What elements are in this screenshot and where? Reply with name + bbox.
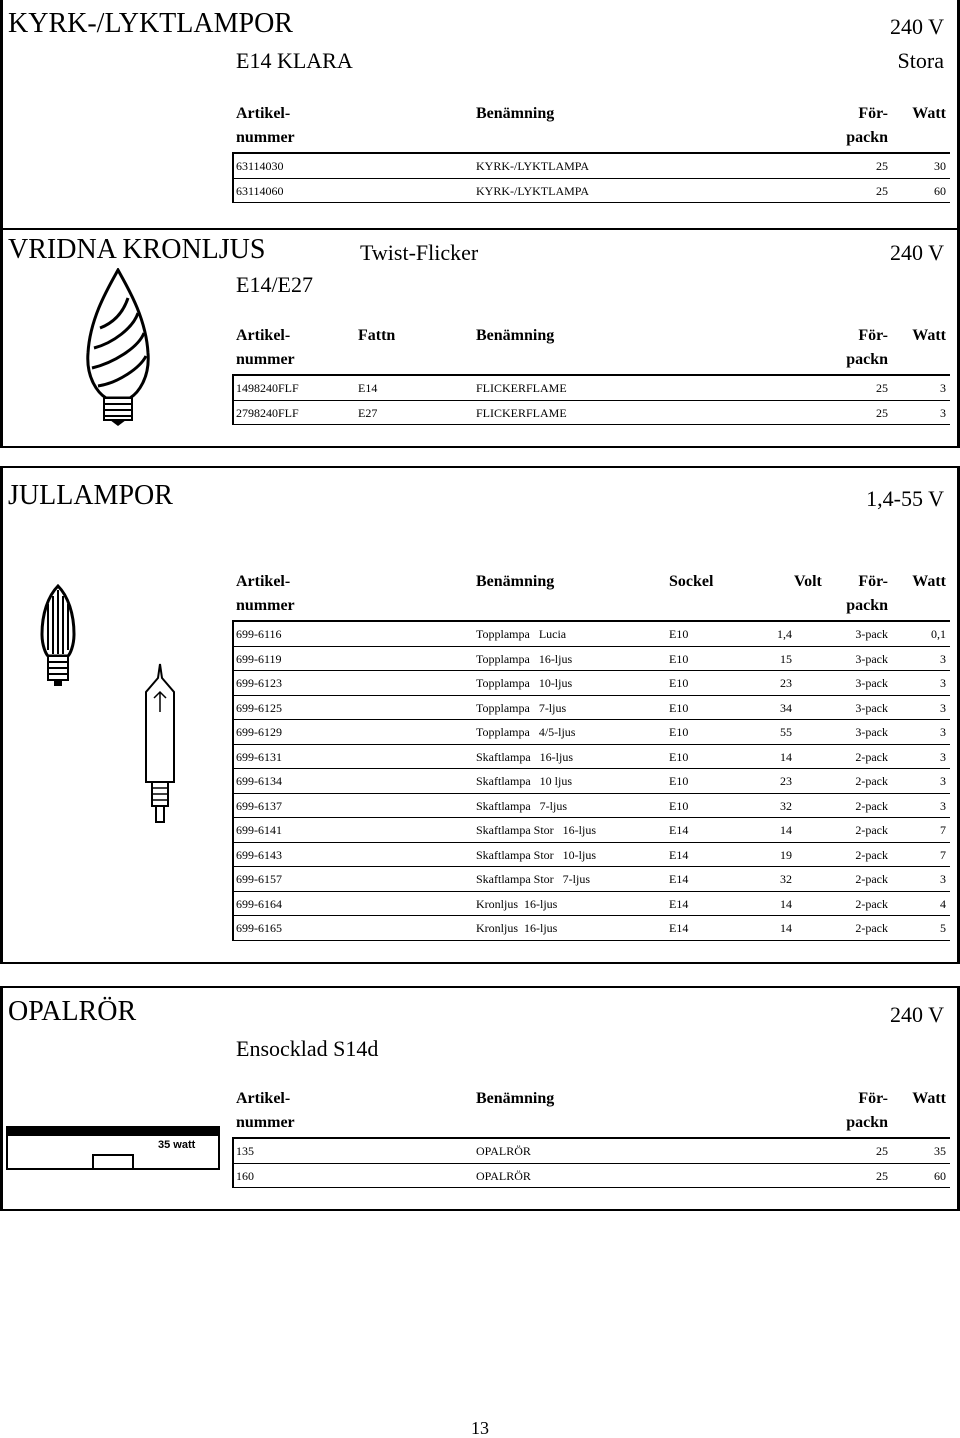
section-socket: E14/E27: [236, 272, 313, 297]
col-name: Benämning: [476, 573, 555, 590]
cell-watt: 0,1: [931, 627, 946, 641]
table-header: [232, 1090, 950, 1139]
section-type: Twist-Flicker: [360, 240, 479, 265]
cell-name: Skaftlampa Stor 10-ljus: [476, 847, 596, 862]
cell-volt: 1,4: [777, 627, 792, 641]
cell-sockel: E10: [669, 676, 689, 690]
table-row: [232, 671, 950, 696]
cell-watt: 3: [940, 798, 946, 813]
cell-art: 699-6119: [236, 651, 282, 666]
cell-pack: 2-pack: [855, 847, 888, 862]
cell-art: 699-6125: [236, 700, 282, 715]
cell-name: Skaftlampa Stor 16-ljus: [476, 823, 596, 837]
cell-watt: 7: [940, 823, 946, 837]
cell-name: KYRK-/LYKTLAMPA: [476, 183, 590, 198]
cell-pack: 25: [876, 159, 888, 173]
section-voltage: 240 V: [890, 240, 944, 265]
col-name: Benämning: [476, 327, 555, 344]
product-table: [232, 327, 950, 425]
col-pack-2: packn: [846, 129, 888, 146]
twist-candle-bulb-icon: [78, 268, 158, 428]
cell-watt: 7: [940, 847, 946, 862]
table-row: [232, 769, 950, 794]
cell-name: KYRK-/LYKTLAMPA: [476, 159, 590, 173]
cell-sockel: E14: [669, 921, 689, 935]
col-pack: För-: [858, 327, 888, 344]
col-watt: Watt: [912, 1090, 946, 1107]
cell-sockel: E10: [669, 651, 689, 666]
cell-volt: 14: [780, 823, 792, 837]
cell-volt: 14: [780, 749, 792, 764]
col-art-2: nummer: [236, 597, 295, 614]
cell-sockel: E10: [669, 725, 689, 739]
table-row: [232, 1139, 950, 1164]
col-pack: För-: [858, 1090, 888, 1107]
cell-volt: 32: [780, 872, 792, 886]
table-left-border: [232, 622, 234, 940]
cell-watt: 3: [940, 381, 946, 395]
cell-volt: 34: [780, 700, 792, 715]
col-pack-2: packn: [846, 1114, 888, 1131]
table-body: [232, 622, 950, 941]
table-row: [232, 154, 950, 179]
col-art: Artikel-: [236, 105, 291, 122]
section-title: JULLAMPOR: [8, 480, 173, 511]
section-subtitle: E14 KLARA: [236, 48, 353, 73]
cell-sockel: E10: [669, 798, 689, 813]
cell-pack: 2-pack: [855, 774, 888, 788]
cell-sockel: E14: [669, 847, 689, 862]
cell-watt: 35: [934, 1144, 946, 1158]
col-art: Artikel-: [236, 327, 291, 344]
section-size: Stora: [897, 48, 944, 73]
cell-watt: 3: [940, 725, 946, 739]
cell-art: 63114030: [236, 159, 284, 173]
shaft-lamp-bulb-icon: [138, 662, 182, 828]
table-row: [232, 179, 950, 204]
cell-art: 160: [236, 1168, 254, 1183]
cell-art: 699-6129: [236, 725, 282, 739]
col-pack: För-: [858, 573, 888, 590]
cell-art: 699-6141: [236, 823, 282, 837]
cell-pack: 3-pack: [855, 676, 888, 690]
cell-pack: 25: [876, 381, 888, 395]
section-voltage: 1,4-55 V: [866, 486, 944, 511]
cell-pack: 2-pack: [855, 798, 888, 813]
table-row: [232, 916, 950, 941]
cell-volt: 32: [780, 798, 792, 813]
product-table: [232, 105, 950, 203]
cell-name: Kronljus 16-ljus: [476, 921, 558, 935]
cell-volt: 19: [780, 847, 792, 862]
table-left-border: [232, 376, 234, 425]
top-lamp-bulb-icon: [38, 584, 78, 688]
col-watt: Watt: [912, 105, 946, 122]
table-left-border: [232, 1139, 234, 1188]
cell-pack: 3-pack: [855, 725, 888, 739]
table-row: [232, 745, 950, 770]
col-art: Artikel-: [236, 1090, 291, 1107]
cell-watt: 3: [940, 651, 946, 666]
cell-art: 699-6137: [236, 798, 282, 813]
cell-sockel: E14: [669, 823, 689, 837]
tube-label: 35 watt: [158, 1139, 196, 1151]
cell-sockel: E14: [669, 872, 689, 886]
table-row: [232, 720, 950, 745]
cell-pack: 2-pack: [855, 872, 888, 886]
col-watt: Watt: [912, 327, 946, 344]
cell-name: OPALRÖR: [476, 1168, 531, 1183]
cell-art: 699-6143: [236, 847, 282, 862]
col-art: Artikel-: [236, 573, 291, 590]
section-voltage: 240 V: [890, 14, 944, 39]
cell-name: Skaftlampa Stor 7-ljus: [476, 872, 590, 886]
cell-name: Topplampa 4/5-ljus: [476, 725, 576, 739]
col-sockel: Sockel: [669, 573, 714, 590]
table-header: [232, 573, 950, 622]
cell-watt: 3: [940, 700, 946, 715]
cell-name: Topplampa Lucia: [476, 627, 567, 641]
cell-watt: 5: [940, 921, 946, 935]
table-row: [232, 401, 950, 426]
cell-art: 699-6157: [236, 872, 282, 886]
table-row: [232, 843, 950, 868]
col-pack-2: packn: [846, 597, 888, 614]
cell-watt: 60: [934, 183, 946, 198]
cell-pack: 25: [876, 1168, 888, 1183]
cell-art: 699-6123: [236, 676, 282, 690]
col-art-2: nummer: [236, 1114, 295, 1131]
cell-watt: 3: [940, 774, 946, 788]
col-watt: Watt: [912, 573, 946, 590]
col-art-2: nummer: [236, 351, 295, 368]
cell-pack: 2-pack: [855, 823, 888, 837]
table-header: [232, 105, 950, 154]
col-fattn: Fattn: [358, 327, 396, 344]
cell-sockel: E10: [669, 749, 689, 764]
cell-watt: 3: [940, 676, 946, 690]
cell-pack: 3-pack: [855, 651, 888, 666]
cell-pack: 2-pack: [855, 749, 888, 764]
table-header: [232, 327, 950, 376]
table-row: [232, 892, 950, 917]
cell-sockel: E10: [669, 774, 689, 788]
cell-art: 699-6131: [236, 749, 282, 764]
cell-sockel: E10: [669, 627, 689, 641]
page-number: 13: [471, 1418, 489, 1438]
section-title: KYRK-/LYKTLAMPOR: [8, 8, 293, 39]
cell-name: Topplampa 7-ljus: [476, 700, 567, 715]
cell-volt: 55: [780, 725, 792, 739]
section-title: VRIDNA KRONLJUS: [8, 234, 266, 265]
cell-name: OPALRÖR: [476, 1144, 531, 1158]
tube-socket: [92, 1154, 134, 1168]
table-row: [232, 622, 950, 647]
cell-art: 135: [236, 1144, 254, 1158]
cell-pack: 2-pack: [855, 896, 888, 911]
cell-watt: 3: [940, 872, 946, 886]
section-voltage: 240 V: [890, 1002, 944, 1027]
cell-pack: 25: [876, 1144, 888, 1158]
cell-art: 699-6134: [236, 774, 282, 788]
table-row: [232, 376, 950, 401]
col-name: Benämning: [476, 105, 555, 122]
table-row: [232, 647, 950, 672]
cell-sockel: E10: [669, 700, 689, 715]
table-row: [232, 818, 950, 843]
cell-art: 699-6165: [236, 921, 282, 935]
table-row: [232, 794, 950, 819]
cell-volt: 23: [780, 676, 792, 690]
cell-name: Topplampa 16-ljus: [476, 651, 573, 666]
cell-pack: 25: [876, 405, 888, 420]
table-row: [232, 696, 950, 721]
cell-pack: 25: [876, 183, 888, 198]
cell-pack: 3-pack: [855, 700, 888, 715]
cell-art: 1498240FLF: [236, 381, 299, 395]
cell-art: 699-6164: [236, 896, 282, 911]
table-left-border: [232, 154, 234, 203]
product-table: [232, 573, 950, 941]
section-title: OPALRÖR: [8, 996, 137, 1027]
table-row: [232, 1164, 950, 1189]
cell-watt: 30: [934, 159, 946, 173]
cell-volt: 14: [780, 896, 792, 911]
cell-fattn: E14: [358, 381, 378, 395]
cell-watt: 3: [940, 405, 946, 420]
cell-pack: 2-pack: [855, 921, 888, 935]
col-pack-2: packn: [846, 351, 888, 368]
table-row: [232, 867, 950, 892]
cell-name: FLICKERFLAME: [476, 405, 567, 420]
cell-name: Skaftlampa 10 ljus: [476, 774, 572, 788]
cell-watt: 60: [934, 1168, 946, 1183]
col-name: Benämning: [476, 1090, 555, 1107]
col-art-2: nummer: [236, 129, 295, 146]
cell-name: Skaftlampa 16-ljus: [476, 749, 573, 764]
cell-volt: 23: [780, 774, 792, 788]
cell-art: 2798240FLF: [236, 405, 299, 420]
cell-name: Topplampa 10-ljus: [476, 676, 573, 690]
col-pack: För-: [858, 105, 888, 122]
cell-watt: 4: [940, 896, 946, 911]
cell-name: FLICKERFLAME: [476, 381, 567, 395]
cell-pack: 3-pack: [855, 627, 888, 641]
opal-tube-icon: [6, 1126, 220, 1170]
cell-watt: 3: [940, 749, 946, 764]
cell-name: Kronljus 16-ljus: [476, 896, 558, 911]
col-volt: Volt: [794, 573, 822, 590]
cell-volt: 15: [780, 651, 792, 666]
cell-name: Skaftlampa 7-ljus: [476, 798, 567, 813]
cell-art: 699-6116: [236, 627, 282, 641]
cell-volt: 14: [780, 921, 792, 935]
product-table: [232, 1090, 950, 1188]
section-subtitle: Ensocklad S14d: [236, 1036, 379, 1061]
cell-sockel: E14: [669, 896, 689, 911]
cell-art: 63114060: [236, 183, 284, 198]
cell-fattn: E27: [358, 405, 378, 420]
